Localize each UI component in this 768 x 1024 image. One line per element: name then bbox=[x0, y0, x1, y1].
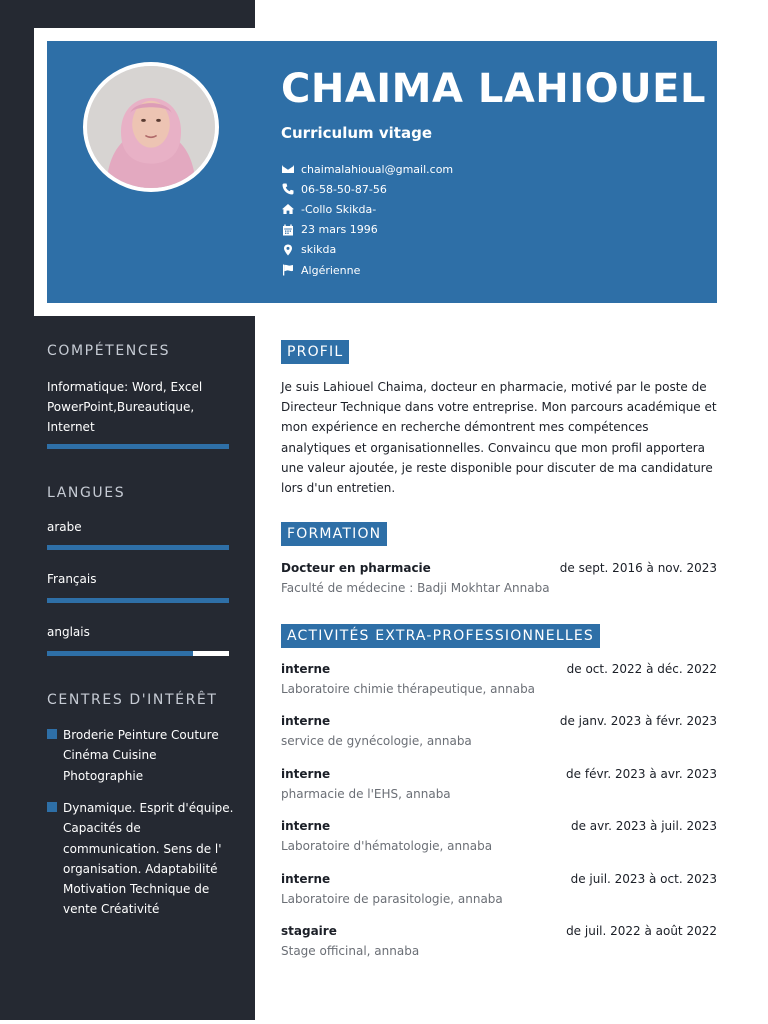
calendar-icon bbox=[281, 224, 295, 236]
education-entry bbox=[281, 561, 717, 601]
skills-level-fill bbox=[47, 444, 229, 449]
entry-dates: de juil. 2022 à août 2022 bbox=[566, 924, 717, 938]
entry-dates: de janv. 2023 à févr. 2023 bbox=[559, 714, 717, 728]
contact-location bbox=[281, 240, 453, 260]
contact-nationality-text: Algérienne bbox=[301, 263, 361, 277]
contact-phone-text: 06-58-50-87-56 bbox=[301, 182, 387, 196]
contact-nationality bbox=[281, 260, 453, 280]
skills-level-bar bbox=[47, 444, 229, 449]
phone-icon bbox=[281, 183, 295, 195]
entry-place: Laboratoire chimie thérapeutique, annaba bbox=[281, 682, 536, 696]
language-arabe: arabe bbox=[47, 520, 82, 534]
interest-item-text: Broderie Peinture Couture Cinéma Cuisine Photographie bbox=[63, 728, 219, 783]
entry-dates: de sept. 2016 à nov. 2023 bbox=[559, 561, 717, 575]
language-francais: Français bbox=[47, 572, 97, 586]
language-level-fill bbox=[47, 545, 229, 550]
language-level-bar bbox=[47, 598, 229, 603]
activity-entry bbox=[281, 872, 717, 912]
activity-entry bbox=[281, 662, 717, 702]
map-pin-icon bbox=[281, 244, 295, 256]
entry-dates: de févr. 2023 à avr. 2023 bbox=[566, 767, 717, 781]
envelope-icon bbox=[281, 163, 295, 175]
entry-place: pharmacie de l'EHS, annaba bbox=[281, 787, 451, 801]
contact-address bbox=[281, 199, 453, 219]
profile-photo bbox=[83, 62, 219, 192]
activity-entry bbox=[281, 714, 717, 754]
language-level-fill bbox=[47, 598, 229, 603]
flag-icon bbox=[281, 264, 295, 276]
home-icon bbox=[281, 203, 295, 215]
interest-item bbox=[47, 798, 237, 920]
entry-role: stagaire bbox=[281, 924, 337, 938]
entry-role: interne bbox=[281, 819, 331, 833]
entry-role: interne bbox=[281, 767, 331, 781]
interest-item-text: Dynamique. Esprit d'équipe. Capacités de communication. Sens de l' organisation. Adaptabilité Motivation Technique de vente Créativité bbox=[63, 801, 234, 917]
entry-role: interne bbox=[281, 872, 331, 886]
document-subtitle: Curriculum vitage bbox=[281, 124, 432, 142]
square-bullet-icon bbox=[47, 729, 57, 739]
entry-role: interne bbox=[281, 714, 331, 728]
entry-dates: de avr. 2023 à juil. 2023 bbox=[570, 819, 717, 833]
profile-text: Je suis Lahiouel Chaima, docteur en pharmacie, motivé par le poste de Directeur Technique dans votre entreprise. Mon parcours académique et mon expérience en recherche démontrent mes compétences analytiques et organisationnelles. Convaincu que mon profil apportera une valeur ajoutée, je reste disponible pour discuter de ma candidature lors d'un entretien. bbox=[281, 380, 717, 496]
contact-email-text: chaimalahioual@gmail.com bbox=[301, 162, 454, 176]
skills-title: COMPÉTENCES bbox=[47, 343, 171, 359]
contact-email[interactable] bbox=[281, 159, 453, 179]
entry-place: Faculté de médecine : Badji Mokhtar Annaba bbox=[281, 581, 550, 595]
entry-dates: de juil. 2023 à oct. 2023 bbox=[570, 872, 717, 886]
skills-text: Informatique: Word, Excel PowerPoint,Bureautique, Internet bbox=[47, 380, 203, 434]
contact-birthdate-text: 23 mars 1996 bbox=[301, 223, 378, 237]
language-anglais: anglais bbox=[47, 625, 90, 639]
contact-address-text: -Collo Skikda- bbox=[301, 202, 377, 216]
square-bullet-icon bbox=[47, 802, 57, 812]
activity-entry bbox=[281, 767, 717, 807]
profile-section-title: PROFIL bbox=[281, 340, 349, 364]
contact-location-text: skikda bbox=[301, 243, 337, 257]
activities-section-title: ACTIVITÉS EXTRA-PROFESSIONNELLES bbox=[281, 624, 600, 648]
interest-item bbox=[47, 725, 237, 786]
language-level-bar bbox=[47, 651, 229, 656]
entry-role: interne bbox=[281, 662, 331, 676]
activity-entry bbox=[281, 924, 717, 964]
activity-entry bbox=[281, 819, 717, 859]
education-section-title: FORMATION bbox=[281, 522, 387, 546]
entry-place: Stage officinal, annaba bbox=[281, 944, 420, 958]
entry-role: Docteur en pharmacie bbox=[281, 561, 431, 575]
entry-place: service de gynécologie, annaba bbox=[281, 734, 472, 748]
contact-birthdate bbox=[281, 220, 453, 240]
candidate-name: CHAIMA LAHIOUEL bbox=[281, 66, 706, 112]
interests-title: CENTRES D'INTÉRÊT bbox=[47, 692, 218, 708]
entry-dates: de oct. 2022 à déc. 2022 bbox=[566, 662, 717, 676]
language-level-fill bbox=[47, 651, 193, 656]
profile-photo-icon bbox=[87, 66, 215, 188]
language-level-bar bbox=[47, 545, 229, 550]
contact-phone[interactable] bbox=[281, 179, 453, 199]
entry-place: Laboratoire d'hématologie, annaba bbox=[281, 839, 493, 853]
entry-place: Laboratoire de parasitologie, annaba bbox=[281, 892, 503, 906]
contact-list bbox=[281, 159, 453, 280]
languages-title: LANGUES bbox=[47, 485, 126, 501]
